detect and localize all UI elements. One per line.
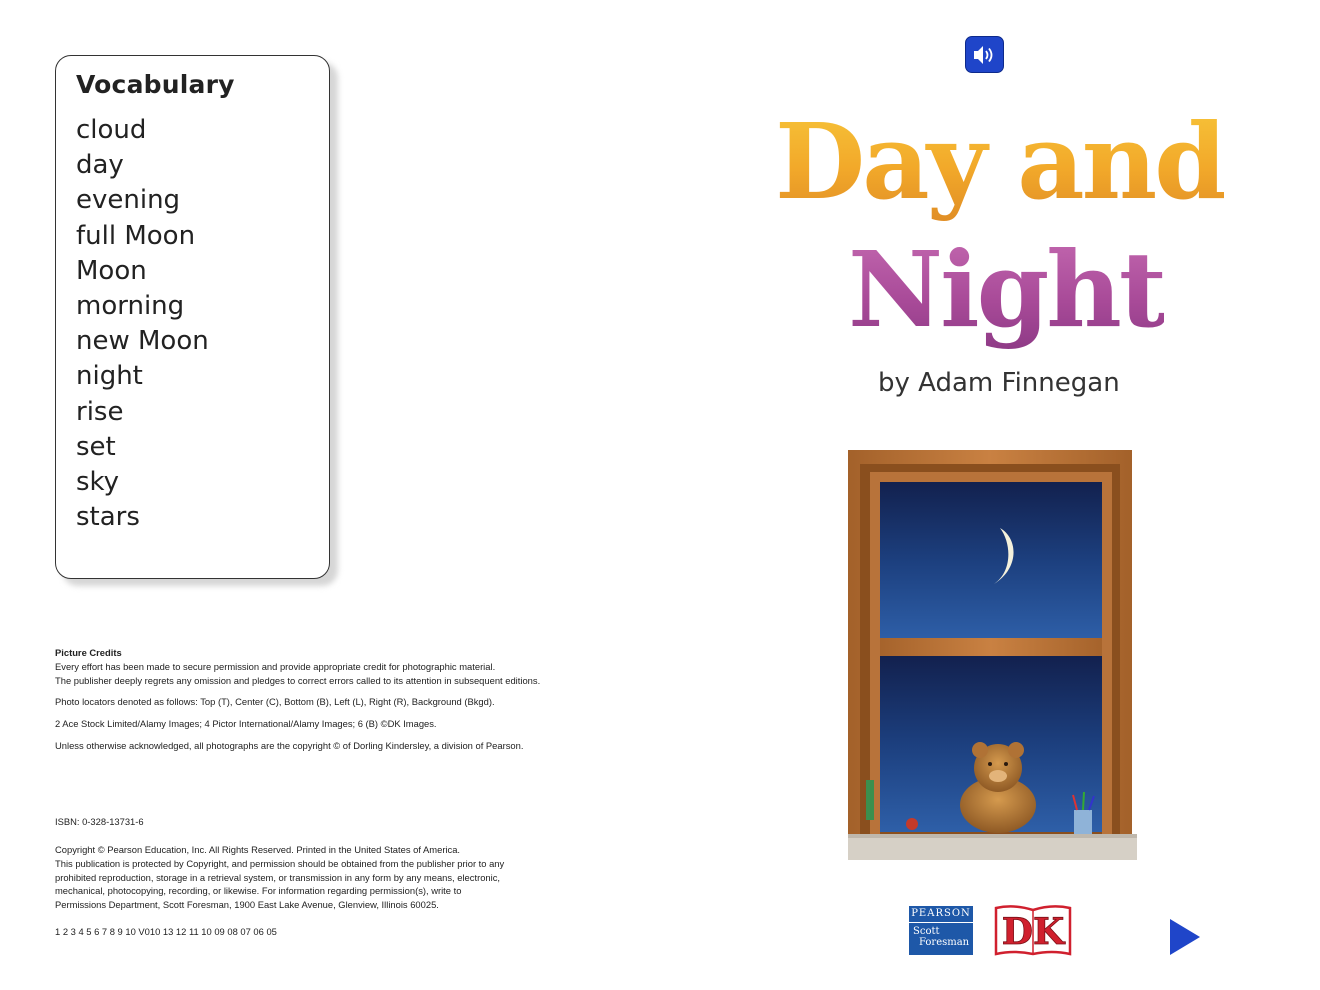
vocabulary-word: day: [76, 150, 124, 181]
copyright-line: Copyright © Pearson Education, Inc. All Rights Reserved. Printed in the United States of America.: [55, 844, 461, 855]
vocabulary-word: night: [76, 361, 143, 392]
vocabulary-word: morning: [76, 291, 185, 322]
vocabulary-word: Moon: [76, 255, 147, 286]
credits-heading: Picture Credits: [55, 647, 122, 658]
copyright-line: mechanical, photocopying, recording, or likewise. For information regarding permission(s), write to: [55, 885, 462, 897]
vocabulary-title: Vocabulary: [76, 70, 235, 99]
pearson-logo-bottom-text: Foresman: [919, 937, 970, 948]
dk-logo-text: DK: [1001, 911, 1065, 953]
copyright-line: Permissions Department, Scott Foresman, 1900 East Lake Avenue, Glenview, Illinois 60025.: [55, 899, 439, 911]
copyright-block: [55, 843, 504, 912]
pearson-logo-mid-text: Scott: [913, 926, 940, 937]
cover-title-line2: Night: [848, 228, 1164, 351]
audio-button[interactable]: [965, 36, 1004, 73]
dk-logo: [994, 904, 1072, 956]
vocabulary-box: [55, 55, 330, 579]
vocabulary-word: evening: [76, 185, 181, 216]
vocabulary-word: sky: [76, 467, 120, 498]
play-arrow-icon: [1170, 919, 1200, 955]
vocabulary-word: cloud: [76, 115, 147, 145]
printing-line: 1 2 3 4 5 6 7 8 9 10 V010 13 12 11 10 09 08 07 06 05: [55, 926, 277, 937]
cover-title-line1: Day and: [775, 100, 1224, 223]
credits-line: The publisher deeply regrets any omission and pledges to correct errors called to its attention in subsequent editions.: [55, 674, 541, 686]
vocabulary-word: full Moon: [76, 220, 196, 251]
vocabulary-list: [76, 113, 309, 535]
picture-credits: [55, 646, 540, 753]
copyright-line: This publication is protected by Copyright, and permission should be obtained from the publisher prior to any: [55, 857, 505, 869]
copyright-line: prohibited reproduction, storage in a retrieval system, or transmission in any form by any means, electronic,: [55, 871, 500, 883]
next-page-button[interactable]: [1168, 917, 1202, 957]
vocabulary-word: rise: [76, 396, 124, 427]
pearson-logo-top-text: PEARSON: [909, 906, 973, 923]
speaker-icon: [972, 44, 998, 66]
vocabulary-word: set: [76, 431, 116, 462]
credits-copyright-dk: Unless otherwise acknowledged, all photographs are the copyright © of Dorling Kindersley, a division of Pearson.: [55, 739, 524, 751]
isbn: ISBN: 0-328-13731-6: [55, 816, 144, 827]
vocabulary-word: new Moon: [76, 326, 209, 357]
pearson-scott-foresman-logo: [909, 906, 973, 955]
cover-author: by Adam Finnegan: [878, 368, 1120, 398]
credits-images: 2 Ace Stock Limited/Alamy Images; 4 Pictor International/Alamy Images; 6 (B) ©DK Images.: [55, 718, 437, 730]
credits-line: Every effort has been made to secure permission and provide appropriate credit for photographic material.: [55, 660, 496, 672]
window-night-illustration: [848, 450, 1137, 860]
credits-locators: Photo locators denoted as follows: Top (T), Center (C), Bottom (B), Left (L), Right (R), Background (Bkgd).: [55, 696, 495, 708]
vocabulary-word: stars: [76, 502, 140, 533]
